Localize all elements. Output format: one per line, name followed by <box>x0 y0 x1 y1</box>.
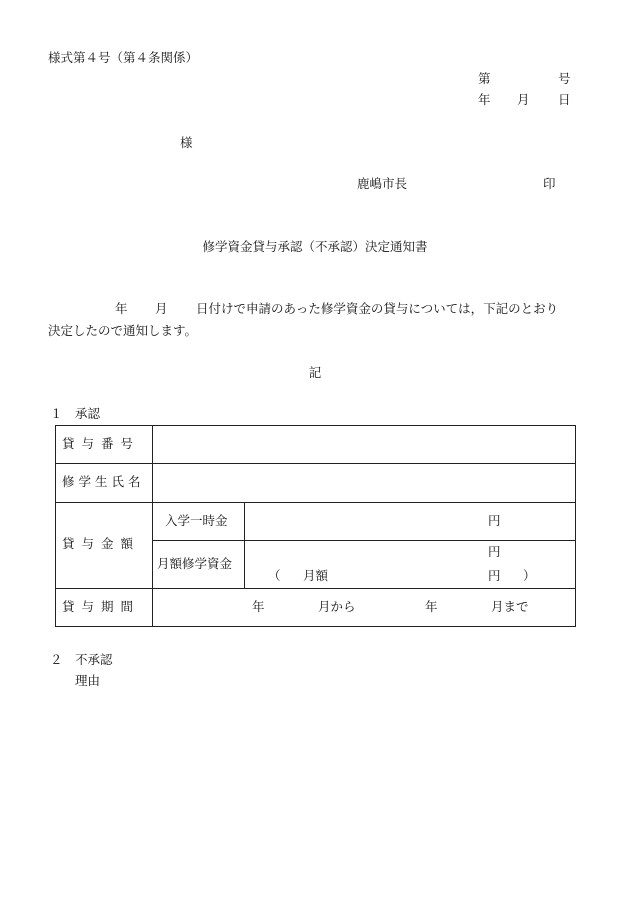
ki-marker: 記 <box>308 365 322 380</box>
date-month-label: 月 <box>517 92 530 107</box>
period-from-month: 月から <box>318 599 356 614</box>
period-from-year: 年 <box>252 599 265 614</box>
form-number: 様式第４号（第４条関係） <box>48 50 199 65</box>
reason-label: 理由 <box>75 673 101 688</box>
yen-unit-3: 円 <box>488 568 501 583</box>
label-loan-amount: 貸与金額 <box>62 536 141 551</box>
yen-unit-1: 円 <box>488 513 501 528</box>
label-student-name: 修学生氏名 <box>62 474 145 489</box>
section-2-heading: ２ 不承認 <box>50 652 113 667</box>
period-to-year: 年 <box>425 599 438 614</box>
date-day-label: 日 <box>558 92 571 107</box>
seal-mark: 印 <box>543 176 556 191</box>
period-to-month: 月まで <box>491 599 529 614</box>
section-1-heading: １ 承認 <box>50 406 101 421</box>
date-year-label: 年 <box>478 92 491 107</box>
body-text-rest: 日付けで申請のあった修学資金の貸与については，下記のとおり <box>196 301 559 316</box>
label-entry-lump-sum: 入学一時金 <box>165 513 228 528</box>
issuer-title: 鹿嶋市長 <box>357 176 408 191</box>
doc-number-prefix: 第 <box>478 71 491 86</box>
label-monthly-fund: 月額修学資金 <box>157 556 233 571</box>
paren-open: （ <box>268 568 281 583</box>
doc-number-suffix: 号 <box>558 71 571 86</box>
label-loan-period: 貸与期間 <box>62 599 141 614</box>
label-loan-number: 貸与番号 <box>62 436 141 451</box>
label-monthly-amount: 月額 <box>303 568 329 583</box>
body-line-2: 決定したので通知します。 <box>48 323 198 338</box>
addressee-honorific: 様 <box>180 135 193 150</box>
body-month-label: 月 <box>155 301 168 316</box>
body-year-label: 年 <box>115 301 128 316</box>
paren-close: ） <box>523 568 536 583</box>
yen-unit-2: 円 <box>488 544 501 559</box>
document-title: 修学資金貸与承認（不承認）決定通知書 <box>202 239 428 254</box>
